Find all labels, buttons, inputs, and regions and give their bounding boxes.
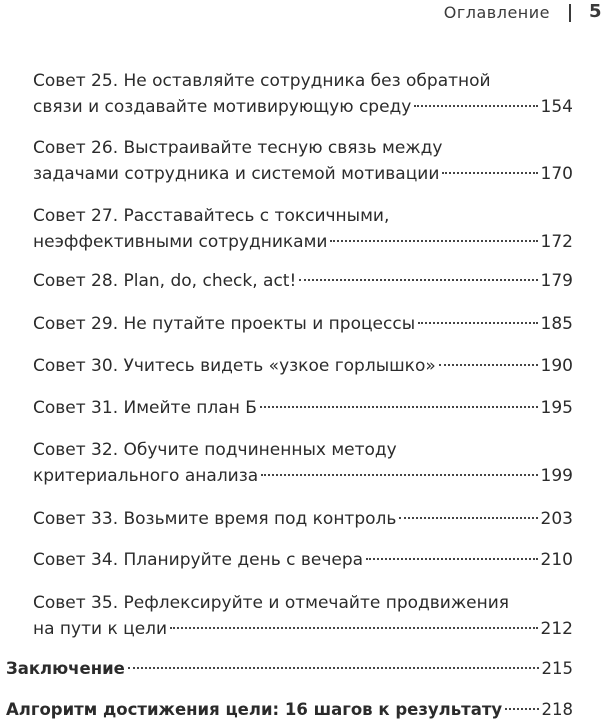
dot-leader	[260, 406, 538, 408]
toc-entry-line1: Совет 27. Расставайтесь с токсичными,	[33, 206, 390, 226]
toc-entry-34[interactable]	[33, 547, 573, 573]
page-header	[0, 0, 608, 30]
page-number: 5	[589, 1, 602, 22]
toc-page-number: 199	[540, 466, 573, 486]
toc-entry-27[interactable]	[33, 203, 573, 255]
toc-entry-title: Алгоритм достижения цели: 16 шагов к результату	[6, 700, 503, 719]
toc-entry-line1: Совет 25. Не оставляйте сотрудника без обратной	[33, 71, 491, 91]
toc-page-number: 218	[541, 700, 573, 719]
toc-entry-line2: на пути к цели	[33, 619, 168, 639]
toc-page-number: 172	[540, 232, 573, 252]
toc-entry-26[interactable]	[33, 135, 573, 187]
dot-leader	[442, 172, 537, 174]
dot-leader	[399, 517, 537, 519]
toc-entry-32[interactable]	[33, 437, 573, 489]
dot-leader	[128, 667, 539, 669]
toc-entry-line1: Совет 26. Выстраивайте тесную связь между	[33, 138, 443, 158]
toc-entry-line2: неэффективными сотрудниками	[33, 232, 328, 252]
toc-page-number: 154	[540, 97, 573, 117]
toc-entry-28[interactable]	[33, 268, 573, 294]
toc-entry-line: Совет 28. Plan, do, check, act!	[33, 271, 297, 291]
header-separator	[569, 4, 571, 22]
toc-page-number: 210	[540, 550, 573, 570]
toc-entry-30[interactable]	[33, 353, 573, 379]
toc-entry-line: Совет 31. Имейте план Б	[33, 398, 257, 418]
toc-entry-line: Совет 29. Не путайте проекты и процессы	[33, 314, 416, 334]
toc-page-number: 179	[540, 271, 573, 291]
dot-leader	[414, 105, 537, 107]
dot-leader	[170, 627, 537, 629]
section-title: Оглавление	[443, 3, 550, 22]
toc-entry-line2: критериального анализа	[33, 466, 259, 486]
toc-entry-35[interactable]	[33, 590, 573, 642]
toc-page-number: 170	[540, 164, 573, 184]
toc-entry-title: Заключение	[6, 659, 125, 678]
toc-entry-conclusion[interactable]	[6, 656, 573, 682]
dot-leader	[505, 708, 538, 710]
toc-entry-33[interactable]	[33, 506, 573, 532]
toc-page-number: 215	[541, 659, 573, 678]
dot-leader	[418, 322, 537, 324]
toc-entry-31[interactable]	[33, 395, 573, 421]
toc-entry-line2: связи и создавайте мотивирующую среду	[33, 97, 412, 117]
toc-entry-line: Совет 33. Возьмите время под контроль	[33, 509, 397, 529]
toc-entry-line1: Совет 35. Рефлексируйте и отмечайте продвижения	[33, 593, 509, 613]
dot-leader	[261, 474, 537, 476]
toc-entry-line: Совет 30. Учитесь видеть «узкое горлышко»	[33, 356, 436, 376]
toc-entry-algorithm[interactable]	[6, 697, 573, 723]
dot-leader	[330, 240, 537, 242]
dot-leader	[439, 364, 538, 366]
toc-page-number: 212	[540, 619, 573, 639]
toc-entry-line1: Совет 32. Обучите подчиненных методу	[33, 440, 397, 460]
toc-page-number: 190	[540, 356, 573, 376]
toc-entry-line: Совет 34. Планируйте день с вечера	[33, 550, 364, 570]
toc-entry-line2: задачами сотрудника и системой мотивации	[33, 164, 440, 184]
dot-leader	[366, 558, 537, 560]
toc-page-number: 203	[540, 509, 573, 529]
toc-entry-25[interactable]	[33, 68, 573, 120]
toc-page-number: 185	[540, 314, 573, 334]
toc-page-number: 195	[540, 398, 573, 418]
dot-leader	[299, 279, 537, 281]
toc-entry-29[interactable]	[33, 311, 573, 337]
